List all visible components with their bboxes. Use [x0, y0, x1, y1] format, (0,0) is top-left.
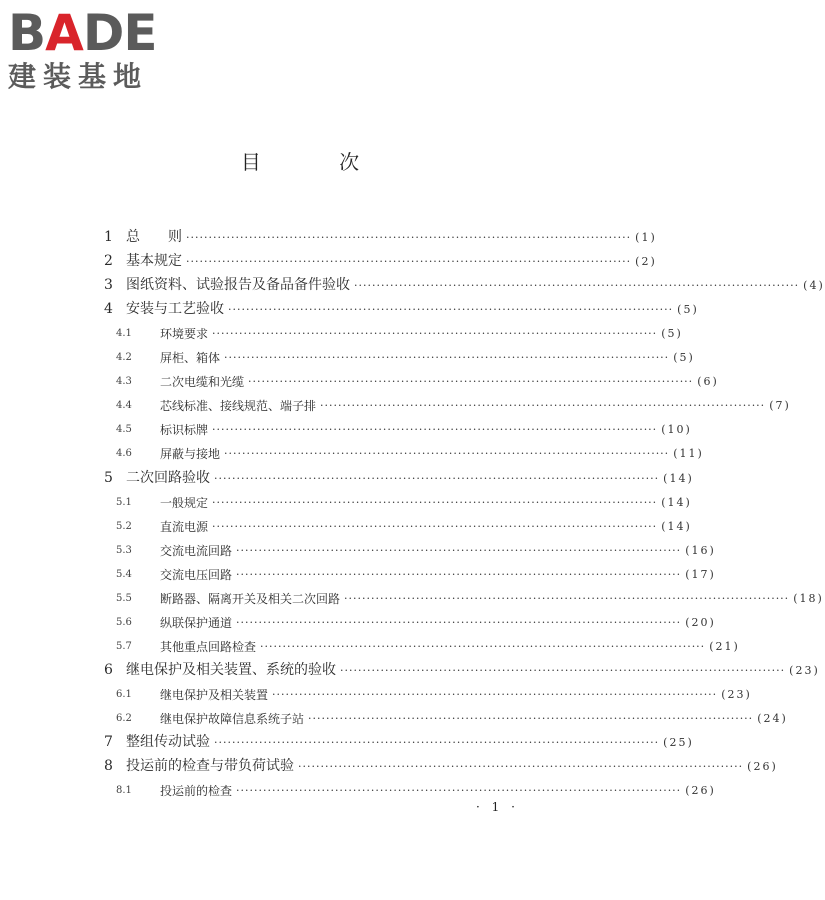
toc-entry-number: 2 — [104, 253, 113, 270]
toc-dot-leader: ··································································································· — [214, 736, 660, 750]
toc-dot-leader: ··································································································· — [212, 327, 658, 341]
toc-entry-page: (26) — [747, 760, 778, 774]
toc-entry-page: (24) — [757, 711, 788, 725]
toc-dot-leader: ··································································································· — [214, 471, 660, 485]
toc-dot-leader: ··································································································· — [186, 231, 632, 245]
toc-entry-page: (5) — [661, 327, 683, 341]
toc-entry — [104, 511, 692, 535]
toc-entry — [104, 390, 791, 414]
toc-entry-number: 4.4 — [116, 400, 132, 412]
toc-entry-title: 其他重点回路检查 — [160, 639, 257, 654]
toc-entry-title: 交流电流回路 — [160, 543, 233, 558]
toc-entry-number: 4.1 — [116, 328, 132, 340]
toc-entry-page: (14) — [661, 495, 692, 509]
toc-entry-page: (23) — [721, 687, 752, 701]
toc-entry-number: 4 — [104, 301, 113, 318]
toc-entry-number: 8 — [104, 758, 113, 775]
toc-entry-page: (14) — [663, 471, 694, 485]
toc-entry-page: (14) — [661, 519, 692, 533]
toc-entry-title: 图纸资料、试验报告及备品备件验收 — [126, 277, 350, 294]
toc-entry-title: 纵联保护通道 — [160, 615, 233, 630]
toc-entry — [104, 655, 820, 679]
toc-entry-page: (26) — [685, 784, 716, 798]
page-number: · 1 · — [476, 800, 519, 814]
toc-entry — [104, 246, 657, 270]
logo-letter-a-accent: A — [45, 4, 83, 62]
toc-dot-leader: ··································································································· — [212, 423, 658, 437]
toc-entry-page: (6) — [697, 375, 719, 389]
toc-dot-leader: ··································································································· — [212, 495, 658, 509]
toc-entry-page: (18) — [793, 591, 824, 605]
toc-entry-number: 5.1 — [116, 496, 132, 508]
toc-entry-page: (4) — [803, 279, 825, 293]
toc-dot-leader: ··································································································· — [224, 351, 670, 365]
toc-entry — [104, 294, 699, 318]
toc-entry-title: 继电保护及相关装置、系统的验收 — [126, 661, 336, 678]
toc-entry-page: (21) — [709, 639, 740, 653]
toc-entry-page: (17) — [685, 567, 716, 581]
page-title: 目 次 — [240, 150, 396, 174]
toc-dot-leader: ··································································································· — [260, 639, 706, 653]
toc-dot-leader: ··································································································· — [236, 567, 682, 581]
toc-entry-number: 4.6 — [116, 448, 132, 460]
toc-entry — [104, 487, 692, 511]
logo-letter-b: B — [8, 4, 46, 62]
toc-entry-page: (20) — [685, 615, 716, 629]
toc-entry-number: 6 — [104, 661, 113, 678]
toc-entry-title: 总 则 — [126, 229, 182, 246]
toc-entry-page: (16) — [685, 543, 716, 557]
toc-entry-page: (25) — [663, 736, 694, 750]
toc-entry-page: (11) — [673, 447, 704, 461]
toc-entry-title: 基本规定 — [126, 253, 182, 270]
toc-dot-leader: ··································································································· — [298, 760, 744, 774]
toc-entry-number: 3 — [104, 277, 113, 294]
toc-entry-title: 继电保护及相关装置 — [160, 687, 269, 702]
toc-entry — [104, 366, 719, 390]
toc-entry-title: 标识标牌 — [160, 423, 209, 438]
toc-entry-title: 继电保护故障信息系统子站 — [160, 711, 305, 726]
toc-entry — [104, 414, 692, 438]
toc-entry-title: 直流电源 — [160, 519, 209, 534]
toc-entry — [104, 631, 740, 655]
toc-entry — [104, 222, 657, 246]
toc-entry — [104, 727, 694, 751]
toc-entry — [104, 679, 752, 703]
toc-entry-page: (10) — [661, 423, 692, 437]
toc-dot-leader: ··································································································· — [186, 255, 632, 269]
toc-entry-number: 4.5 — [116, 424, 132, 436]
toc-dot-leader: ··································································································· — [340, 663, 786, 677]
toc-entry-title: 投运前的检查与带负荷试验 — [126, 758, 294, 775]
toc-entry-number: 5.5 — [116, 592, 132, 604]
toc-entry-number: 1 — [104, 229, 113, 246]
toc-entry — [104, 342, 695, 366]
toc-dot-leader: ··································································································· — [224, 447, 670, 461]
toc-dot-leader: ··································································································· — [320, 399, 766, 413]
toc-dot-leader: ··································································································· — [236, 543, 682, 557]
logo-chinese-text: 建装基地 — [8, 60, 149, 93]
toc-entry-number: 6.1 — [116, 688, 132, 700]
toc-entry-number: 5.4 — [116, 568, 132, 580]
toc-entry-title: 一般规定 — [160, 495, 209, 510]
toc-entry-number: 5.7 — [116, 640, 132, 652]
toc-entry — [104, 535, 716, 559]
toc-dot-leader: ··································································································· — [228, 303, 674, 317]
toc-entry-title: 投运前的检查 — [160, 784, 233, 799]
toc-entry — [104, 775, 716, 799]
toc-entry-page: (2) — [635, 255, 657, 269]
toc-entry — [104, 318, 683, 342]
toc-entry-number: 8.1 — [116, 785, 132, 797]
toc-entry-title: 断路器、隔离开关及相关二次回路 — [160, 591, 341, 606]
toc-dot-leader: ··································································································· — [212, 519, 658, 533]
toc-entry-title: 环境要求 — [160, 327, 209, 342]
logo-wordmark — [8, 6, 157, 60]
toc-dot-leader: ··································································································· — [272, 687, 718, 701]
toc-entry-title: 交流电压回路 — [160, 567, 233, 582]
toc-entry-number: 5.2 — [116, 520, 132, 532]
toc-entry-title: 屏柜、箱体 — [160, 351, 221, 366]
toc-dot-leader: ··································································································· — [248, 375, 694, 389]
toc-entry-page: (23) — [789, 663, 820, 677]
toc-entry — [104, 270, 825, 294]
toc-dot-leader: ··································································································· — [344, 591, 790, 605]
toc-dot-leader: ··································································································· — [236, 784, 682, 798]
toc-entry-title: 整组传动试验 — [126, 734, 210, 751]
toc-entry — [104, 462, 694, 486]
toc-entry — [104, 607, 716, 631]
toc-entry-number: 5.6 — [116, 616, 132, 628]
toc-dot-leader: ··································································································· — [354, 279, 800, 293]
toc-entry-title: 屏蔽与接地 — [160, 447, 221, 462]
toc-entry-page: (5) — [673, 351, 695, 365]
toc-entry-title: 芯线标准、接线规范、端子排 — [160, 399, 317, 414]
table-of-contents — [104, 222, 825, 799]
toc-entry-number: 4.3 — [116, 376, 132, 388]
toc-entry-number: 5.3 — [116, 544, 132, 556]
toc-entry-number: 5 — [104, 469, 113, 486]
toc-dot-leader: ··································································································· — [236, 615, 682, 629]
toc-entry-page: (1) — [635, 231, 657, 245]
toc-entry-number: 6.2 — [116, 712, 132, 724]
toc-entry — [104, 583, 824, 607]
toc-entry-page: (5) — [677, 303, 699, 317]
bade-logo — [8, 6, 178, 92]
toc-entry-title: 二次电缆和光缆 — [160, 375, 245, 390]
toc-entry-page: (7) — [769, 399, 791, 413]
toc-entry — [104, 438, 704, 462]
toc-dot-leader: ··································································································· — [308, 711, 754, 725]
toc-entry-title: 二次回路验收 — [126, 469, 210, 486]
toc-entry-number: 7 — [104, 734, 113, 751]
logo-letters-de: DE — [82, 4, 157, 62]
toc-entry — [104, 751, 778, 775]
toc-entry — [104, 559, 716, 583]
toc-entry-number: 4.2 — [116, 352, 132, 364]
toc-entry — [104, 703, 788, 727]
toc-entry-title: 安装与工艺验收 — [126, 301, 224, 318]
